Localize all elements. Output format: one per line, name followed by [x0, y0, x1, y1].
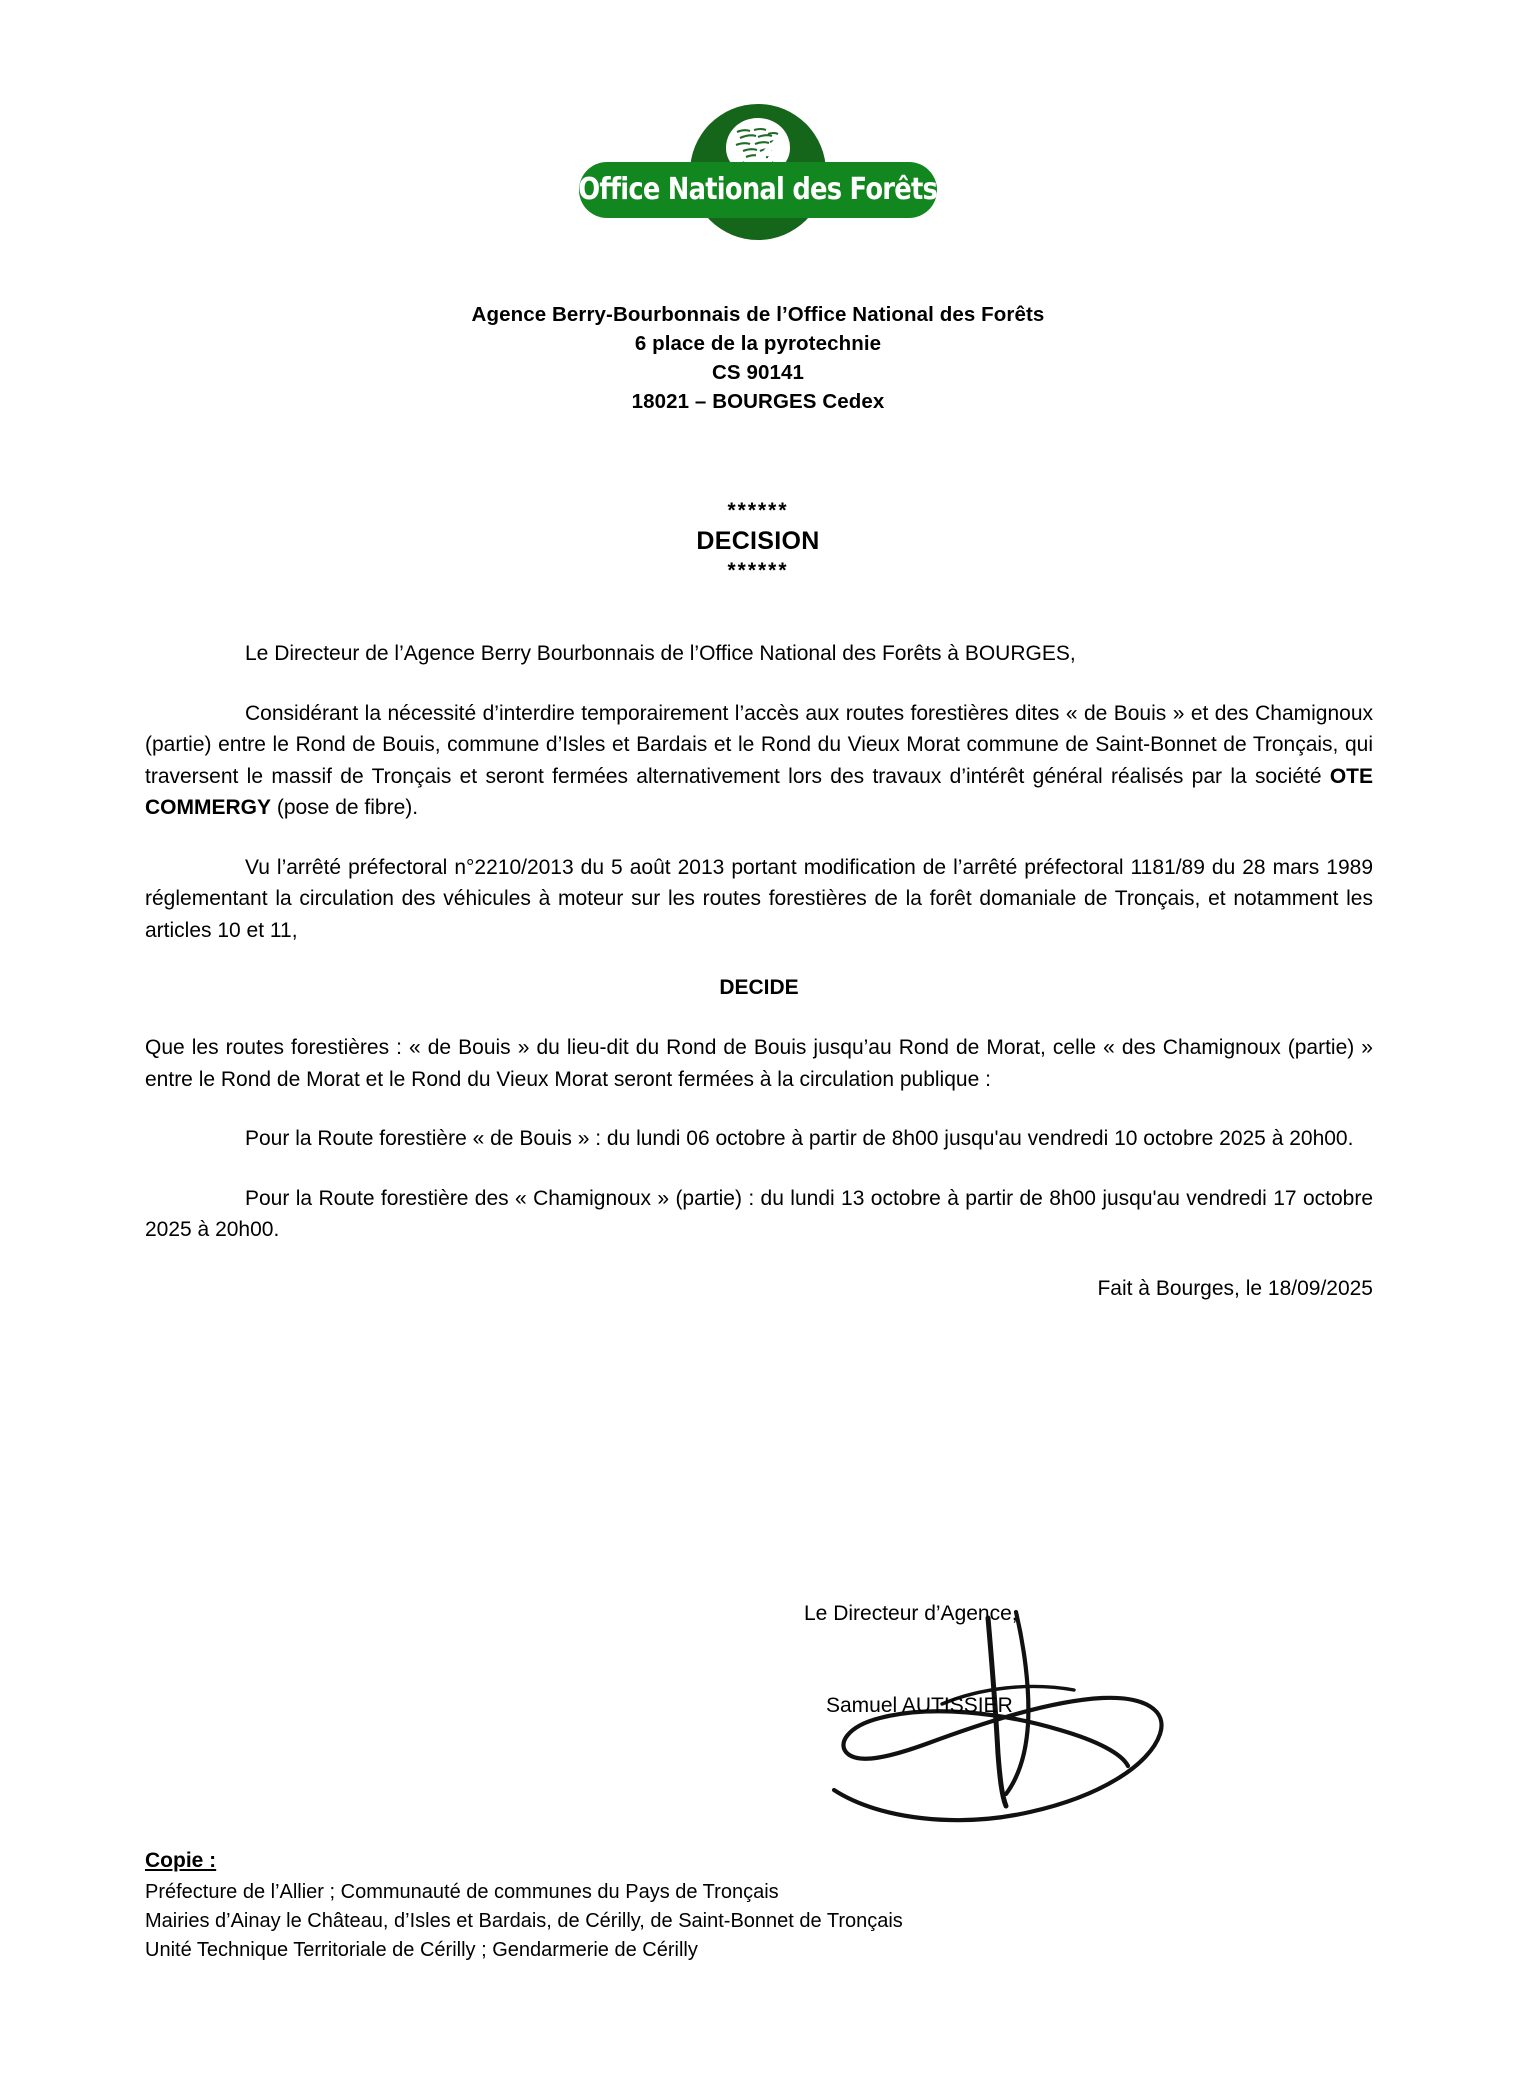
copy-recipients: [145, 1846, 1345, 1965]
document-title-block: [0, 498, 1516, 584]
stars-bottom: ******: [727, 559, 789, 582]
paragraph-vu: Vu l’arrêté préfectoral n°2210/2013 du 5 août 2013 portant modification de l’arrêté préfectoral 1181/89 du 28 mars 1989 réglementant la circulation des véhicules à moteur sur les routes forestières de la forêt domaniale de Tronçais, et notamment les articles 10 et 11,: [145, 855, 1373, 942]
agency-address: [0, 300, 1516, 416]
signature-name: Samuel AUTISSIER: [826, 1694, 1013, 1717]
signature-block: [780, 1600, 1380, 1820]
copie-label: Copie :: [145, 1849, 217, 1872]
signature-title: Le Directeur d’Agence,: [804, 1602, 1018, 1625]
considerant-text-before: Considérant la nécessité d’interdire temporairement l’accès aux routes forestières dites « de Bouis » et des Chamignoux (partie) entre le Rond de Bouis, commune d’Isles et Bardais et le Rond du Vieux Morat commune de Saint-Bonnet de Tronçais, qui traversent le massif de Tronçais et seront fermées alternativement lors des travaux d’intérêt général réalisés par la société: [145, 701, 1373, 788]
copy-recipient-line: Unité Technique Territoriale de Cérilly ; Gendarmerie de Cérilly: [145, 1939, 698, 1961]
considerant-text-after: (pose de fibre).: [271, 796, 419, 819]
decide-heading: DECIDE: [719, 976, 799, 999]
address-line-cs: CS 90141: [712, 361, 804, 384]
logo-band: [579, 162, 937, 218]
address-line-agency: Agence Berry-Bourbonnais de l’Office National des Forêts: [471, 303, 1045, 326]
paragraph-que: Que les routes forestières : « de Bouis » du lieu-dit du Rond de Bouis jusqu’au Rond de Morat, celle « des Chamignoux (partie) » entre le Rond de Morat et le Rond du Vieux Morat seront fermées à la circulation publique :: [145, 1036, 1373, 1091]
copy-recipient-line: Préfecture de l’Allier ; Communauté de communes du Pays de Tronçais: [145, 1881, 779, 1903]
address-line-city: 18021 – BOURGES Cedex: [631, 390, 885, 413]
paragraph-route-chamignoux: Pour la Route forestière des « Chamignoux » (partie) : du lundi 13 octobre à partir de 8h00 jusqu'au vendredi 17 octobre 2025 à 20h00.: [145, 1186, 1373, 1241]
document-body: [145, 638, 1373, 1304]
logo-band-text: Office National des Forêts: [578, 172, 938, 207]
page-title: DECISION: [696, 527, 820, 555]
onf-logo: [0, 104, 1516, 234]
company-name: OTE COMMERGY: [145, 764, 1373, 819]
place-and-date: Fait à Bourges, le 18/09/2025: [1097, 1276, 1373, 1300]
paragraph-considerant: [145, 698, 1373, 824]
address-line-street: 6 place de la pyrotechnie: [634, 332, 882, 355]
copy-recipient-line: Mairies d’Ainay le Château, d’Isles et Bardais, de Cérilly, de Saint-Bonnet de Tronçais: [145, 1910, 903, 1932]
paragraph-route-bouis: Pour la Route forestière « de Bouis » : du lundi 06 octobre à partir de 8h00 jusqu'au vendredi 10 octobre 2025 à 20h00.: [245, 1127, 1354, 1150]
stars-top: ******: [727, 499, 789, 522]
paragraph-director: Le Directeur de l’Agence Berry Bourbonnais de l’Office National des Forêts à BOURGES,: [245, 642, 1076, 665]
